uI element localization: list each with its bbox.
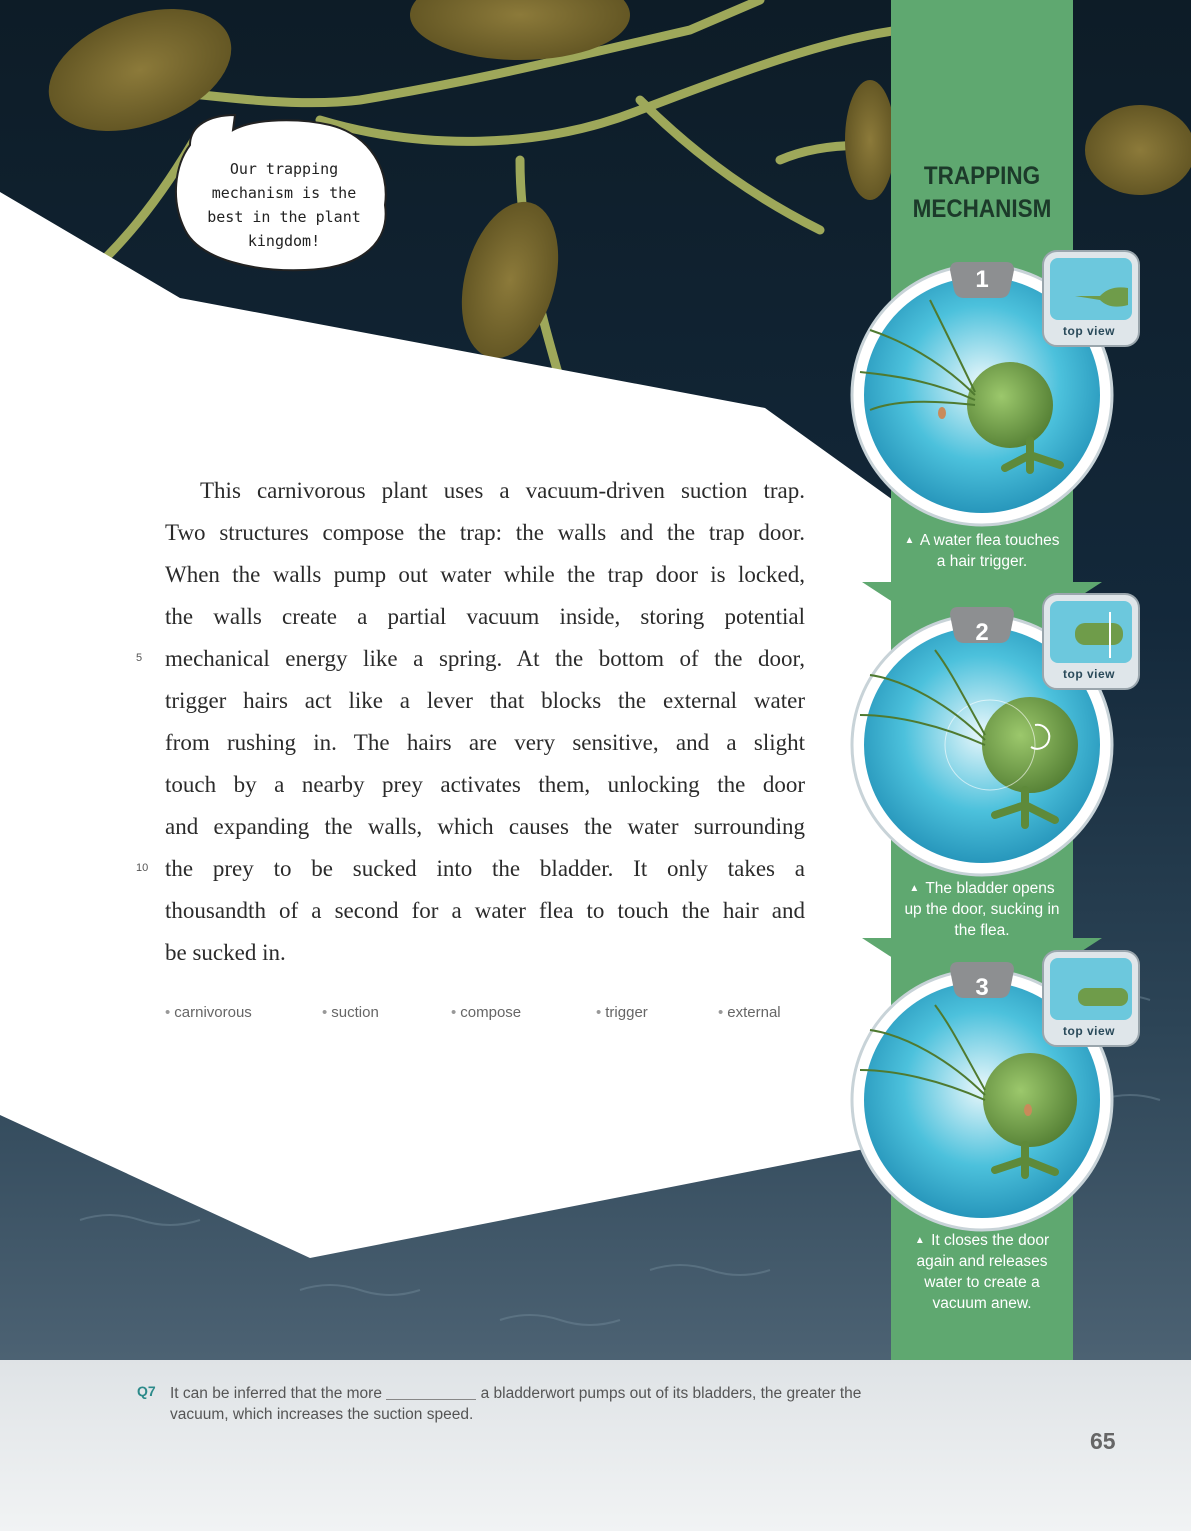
line-number: 10	[136, 862, 149, 874]
main-passage	[165, 470, 805, 974]
step-1-top-view-label: top view	[1063, 324, 1116, 338]
vocab-word: • suction	[322, 1004, 379, 1021]
speech-bubble-text: Our trapping mechanism is the best in the plant kingdom!	[207, 160, 361, 250]
step-3-number: 3	[975, 974, 989, 1001]
line-number: 5	[136, 652, 143, 664]
step-1-caption: ▲ A water flea touches a hair trigger.	[904, 532, 1060, 570]
passage-line: the walls create a partial vacuum inside, storing potential	[165, 604, 805, 629]
passage-line: the prey to be sucked into the bladder. It only takes a	[165, 856, 805, 881]
passage-line: Two structures compose the trap: the walls and the trap door.	[165, 520, 805, 545]
passage-line: trigger hairs act like a lever that blocks the external water	[165, 688, 805, 713]
step-3-caption: ▲ It closes the door again and releases water to create a vacuum anew.	[914, 1232, 1050, 1312]
passage-line: thousandth of a second for a water flea to touch the hair and	[165, 898, 805, 923]
question-text: It can be inferred that the more a bladderwort pumps out of its bladders, the greater the vacuum, which increases the suction speed.	[170, 1385, 862, 1423]
triangle-icon: ▲	[909, 883, 920, 894]
passage-line: and expanding the walls, which causes the water surrounding	[165, 814, 805, 839]
question-label: Q7	[137, 1383, 156, 1399]
passage-line: When the walls pump out water while the trap door is locked,	[165, 562, 805, 587]
step-2-caption: ▲ The bladder opens up the door, sucking in the flea.	[904, 880, 1060, 939]
vocab-word: • compose	[451, 1004, 522, 1021]
passage-line: from rushing in. The hairs are very sensitive, and a slight	[165, 730, 805, 755]
passage-line: be sucked in.	[165, 940, 286, 965]
answer-blank[interactable]	[386, 1399, 476, 1400]
vocab-word: • trigger	[596, 1004, 648, 1021]
passage-line: This carnivorous plant uses a vacuum-driven suction trap.	[200, 478, 805, 503]
step-3-top-view-label: top view	[1063, 1024, 1116, 1038]
step-2-number: 2	[975, 619, 989, 646]
step-2-top-view-label: top view	[1063, 667, 1116, 681]
triangle-icon: ▲	[914, 1235, 925, 1246]
step-1-number: 1	[975, 266, 989, 293]
page-number: 65	[1090, 1428, 1116, 1454]
vocab-word: • carnivorous	[165, 1004, 252, 1021]
passage-line: touch by a nearby prey activates them, unlocking the door	[165, 772, 805, 797]
vocab-word: • external	[718, 1004, 781, 1021]
triangle-icon: ▲	[904, 535, 915, 546]
sidebar-title: TRAPPING MECHANISM	[912, 162, 1052, 223]
passage-line: mechanical energy like a spring. At the bottom of the door,	[165, 646, 805, 671]
